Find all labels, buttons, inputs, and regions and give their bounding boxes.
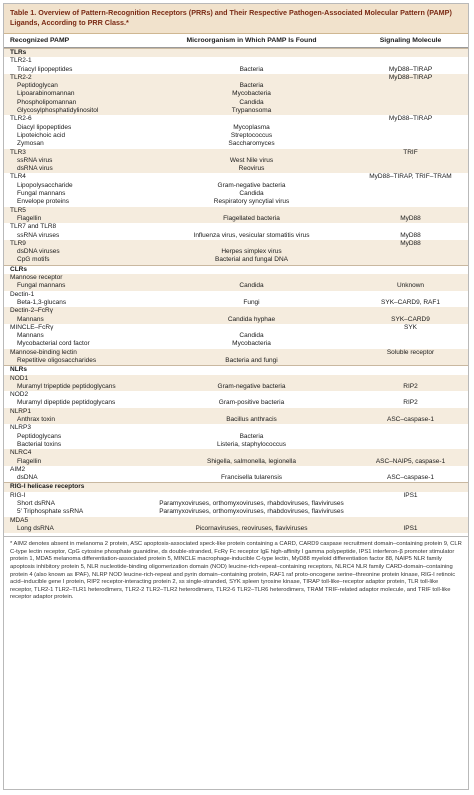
cell-signaling: MyD88–TIRAP xyxy=(388,65,433,73)
cell-signaling: SYK–CARD9 xyxy=(391,315,430,323)
cell-pamp: Peptidoglycan xyxy=(17,82,58,90)
table-title: Table 1. Overview of Pattern-Recognition Receptors (PRRs) and Their Respective Pathogen-Associated Molecular Pattern (PAMP) Ligands, According to PRR Class.* xyxy=(10,8,452,27)
cell-pamp: Beta-1,3-glucans xyxy=(17,298,67,306)
table-row xyxy=(4,48,468,57)
cell-signaling: Soluble receptor xyxy=(386,348,435,356)
cell-signaling: MyD88 xyxy=(400,214,421,222)
cell-microorganism: Mycoplasma xyxy=(233,123,270,131)
cell-microorganism: Shigella, salmonella, legionella xyxy=(207,457,296,465)
table-row xyxy=(4,517,468,525)
cell-microorganism: Candida xyxy=(239,98,264,106)
cell-pamp: Triacyl lipopeptides xyxy=(17,65,73,73)
cell-pamp: Muramyl tripeptide peptidoglycans xyxy=(17,382,116,390)
cell-pamp: ssRNA viruses xyxy=(17,231,60,239)
table-row xyxy=(4,291,468,299)
table-row xyxy=(4,416,468,424)
cell-microorganism: Candida xyxy=(239,332,264,340)
cell-pamp: Mannose-binding lectin xyxy=(10,348,77,356)
cell-pamp: dsDNA xyxy=(17,474,38,482)
cell-pamp: Short dsRNA xyxy=(17,500,55,508)
cell-microorganism: Candida hyphae xyxy=(227,315,276,323)
cell-pamp: Peptidoglycans xyxy=(17,432,62,440)
cell-microorganism: Influenza virus, vesicular stomatitis virus xyxy=(193,231,310,239)
table-row xyxy=(4,408,468,416)
cell-pamp: Bacterial toxins xyxy=(17,440,62,448)
table-row xyxy=(4,441,468,449)
table-row xyxy=(4,274,468,282)
cell-pamp: MINCLE–FcRγ xyxy=(10,323,54,331)
cell-microorganism: Francisella tularensis xyxy=(220,474,283,482)
cell-signaling: ASC–NAIP5, caspase-1 xyxy=(375,457,446,465)
cell-microorganism: Bacteria xyxy=(239,65,264,73)
table-row xyxy=(4,198,468,206)
cell-pamp: TLRs xyxy=(10,49,27,56)
cell-pamp: Lipopolysaccharide xyxy=(17,181,73,189)
header-microorganism: Microorganism in Which PAMP Is Found xyxy=(186,37,317,44)
table-row xyxy=(4,466,468,474)
cell-microorganism: Bacteria and fungi xyxy=(225,356,278,364)
cell-microorganism: Herpes simplex virus xyxy=(221,248,282,256)
cell-microorganism: Respiratory syncytial virus xyxy=(213,198,290,206)
cell-microorganism: Bacteria xyxy=(239,82,264,90)
cell-pamp: MDA5 xyxy=(10,516,29,524)
cell-signaling: Unknown xyxy=(396,282,425,290)
cell-microorganism: Gram-negative bacteria xyxy=(217,382,286,390)
cell-microorganism: Picornaviruses, reoviruses, flaviviruses xyxy=(195,524,308,532)
cell-pamp: Fungal mannans xyxy=(17,282,66,290)
cell-pamp: Fungal mannans xyxy=(17,190,66,198)
cell-microorganism: West Nile virus xyxy=(229,156,274,164)
table-row xyxy=(4,223,468,231)
table-body xyxy=(4,48,468,533)
table-row xyxy=(4,299,468,307)
table-row xyxy=(4,82,468,90)
cell-signaling: RIP2 xyxy=(403,399,418,407)
table-row xyxy=(4,57,468,65)
header-recognized-pamp: Recognized PAMP xyxy=(10,37,70,44)
cell-pamp: Diacyl lipopeptides xyxy=(17,123,72,131)
cell-pamp: ssRNA virus xyxy=(17,156,53,164)
cell-microorganism: Gram-negative bacteria xyxy=(217,181,286,189)
cell-pamp: Dectin-1 xyxy=(10,290,35,298)
cell-microorganism: Paramyxoviruses, orthomyxoviruses, rhabdoviruses, flaviviruses xyxy=(159,508,344,516)
cell-microorganism: Mycobacteria xyxy=(232,340,271,348)
table-row xyxy=(4,449,468,457)
cell-pamp: NLRP3 xyxy=(10,424,31,432)
cell-microorganism: Bacteria xyxy=(239,432,264,440)
cell-pamp: Envelope proteins xyxy=(17,198,70,206)
cell-microorganism: Mycobacteria xyxy=(232,90,271,98)
table-row xyxy=(4,332,468,340)
cell-microorganism: Fungi xyxy=(243,298,260,306)
cell-pamp: TLR9 xyxy=(10,239,26,247)
cell-pamp: NLRP1 xyxy=(10,407,31,415)
table-row xyxy=(4,365,468,374)
table-row xyxy=(4,124,468,132)
cell-pamp: NLRC4 xyxy=(10,449,32,457)
table-row xyxy=(4,357,468,365)
cell-pamp: Flagellin xyxy=(17,457,42,465)
cell-pamp: NLRs xyxy=(10,366,27,374)
table-row xyxy=(4,140,468,148)
cell-signaling: MyD88 xyxy=(400,239,421,247)
cell-signaling: IPS1 xyxy=(403,524,418,532)
cell-pamp: Phospholipomannan xyxy=(17,98,77,106)
cell-pamp: Muramyl dipeptide peptidoglycans xyxy=(17,399,116,407)
table-row xyxy=(4,349,468,357)
cell-pamp: RIG-I helicase receptors xyxy=(10,483,85,491)
cell-signaling: IPS1 xyxy=(403,491,418,499)
cell-signaling: MyD88–TIRAP xyxy=(388,73,433,81)
cell-signaling: RIP2 xyxy=(403,382,418,390)
cell-microorganism: Streptococcus xyxy=(230,131,273,139)
table-row xyxy=(4,316,468,324)
table-row xyxy=(4,74,468,82)
cell-microorganism: Listeria, staphylococcus xyxy=(216,440,286,448)
cell-signaling: ASC–caspase-1 xyxy=(387,474,434,482)
table-row xyxy=(4,107,468,115)
data-table xyxy=(4,34,468,533)
cell-microorganism: Reovirus xyxy=(238,165,265,173)
table-row xyxy=(4,399,468,407)
cell-pamp: Flagellin xyxy=(17,214,42,222)
table-row xyxy=(4,508,468,516)
table-frame xyxy=(3,3,469,790)
cell-signaling: MyD88 xyxy=(400,231,421,239)
cell-pamp: dsDNA viruses xyxy=(17,248,60,256)
table-row xyxy=(4,458,468,466)
table-row xyxy=(4,207,468,215)
cell-pamp: NOD2 xyxy=(10,391,29,399)
table-row xyxy=(4,391,468,399)
cell-pamp: 5′ Triphosphate ssRNA xyxy=(17,508,84,516)
cell-pamp: TLR4 xyxy=(10,173,26,181)
cell-pamp: Lipoteichoic acid xyxy=(17,131,66,139)
cell-pamp: Zymosan xyxy=(17,140,44,148)
cell-pamp: TLR2-1 xyxy=(10,57,32,65)
cell-microorganism: Saccharomyces xyxy=(228,140,275,148)
table-row xyxy=(4,149,468,157)
table-row xyxy=(4,232,468,240)
table-row xyxy=(4,307,468,315)
cell-pamp: Dectin-2–FcRγ xyxy=(10,307,53,315)
cell-pamp: NOD1 xyxy=(10,374,29,382)
cell-pamp: CpG motifs xyxy=(17,256,50,264)
cell-pamp: TLR2-6 xyxy=(10,115,32,123)
cell-signaling: SYK xyxy=(403,323,417,331)
table-header xyxy=(4,34,468,48)
table-row xyxy=(4,265,468,274)
table-row xyxy=(4,474,468,482)
cell-pamp: TLR5 xyxy=(10,206,26,214)
cell-microorganism: Gram-positive bacteria xyxy=(218,399,285,407)
cell-pamp: TLR7 and TLR8 xyxy=(10,223,57,231)
table-row xyxy=(4,90,468,98)
cell-microorganism: Paramyxoviruses, orthomyxoviruses, rhabdoviruses, flaviviruses xyxy=(159,500,344,508)
cell-pamp: TLR2-2 xyxy=(10,73,32,81)
cell-signaling: TRIF xyxy=(403,148,418,156)
cell-signaling: MyD88–TIRAP xyxy=(388,115,433,123)
cell-pamp: RIG-I xyxy=(10,491,26,499)
table-row xyxy=(4,132,468,140)
footnote: * AIM2 denotes absent in melanoma 2 protein, ASC apoptosis-associated speck-like protein containing a CARD, CARD9 caspase recruitment domain–containing protein 9, CLR C-type lectin receptor, CpG cytosine phosphate guanidine, ds double-stranded, FcRγ Fc receptor IgE high-affinity I gamma polypeptide, IPS1 interferon-β promoter stimulator protein 1, MDA5 melanoma differentiation-associated protein 5, MINCLE macrophage-inducible C-type lectin, MyD88 myeloid differentiation factor 88, NAIP5 NLR family apoptosis inhibitory protein 5, NLR nucleotide-binding oligomerization domain (NOD) leucine-rich-repeat–containing receptors, NLRC4 NLR family CARD-domain–containing protein 4 (also known as IPAF), NLRP NOD leucine-rich-repeat and pyrin domain–containing protein, RAF1 raf proto-oncogene serine–threonine protein kinase, RIG-I retinoic acid–inducible gene I protein, RIP2 receptor-interacting protein 2, ss single-stranded, SYK spleen tyrosine kinase, TIRAP toll-like–receptor adaptor protein, TLR toll-like receptor, TLR2-1 TLR2–TLR1 heterodimers, TLR2-2 TLR2–TLR2 heterodimers, TLR2-6 TLR2–TLR6 heterodimers, TRAM TRIF-related adaptor molecule, and TRIF toll-like receptor adaptor protein. xyxy=(4,536,468,602)
cell-microorganism: Trypanosoma xyxy=(231,107,272,115)
cell-signaling: ASC–caspase-1 xyxy=(387,416,434,424)
cell-microorganism: Bacillus anthracis xyxy=(226,416,277,424)
table-row xyxy=(4,433,468,441)
table-row xyxy=(4,324,468,332)
cell-pamp: Mannans xyxy=(17,315,44,323)
cell-microorganism: Candida xyxy=(239,190,264,198)
table-row xyxy=(4,282,468,290)
cell-microorganism: Candida xyxy=(239,282,264,290)
cell-pamp: AIM2 xyxy=(10,465,26,473)
table-row xyxy=(4,492,468,500)
cell-pamp: dsRNA virus xyxy=(17,165,53,173)
cell-microorganism: Bacterial and fungal DNA xyxy=(215,256,288,264)
cell-signaling: MyD88–TIRAP, TRIF–TRAM xyxy=(369,173,452,181)
table-row xyxy=(4,500,468,508)
cell-pamp: Anthrax toxin xyxy=(17,416,55,424)
table-row xyxy=(4,375,468,383)
cell-pamp: Repetitive oligosaccharides xyxy=(17,356,97,364)
cell-pamp: Long dsRNA xyxy=(17,524,54,532)
table-row xyxy=(4,340,468,348)
table-row xyxy=(4,165,468,173)
table-row xyxy=(4,424,468,432)
table-row xyxy=(4,157,468,165)
cell-pamp: Mannose receptor xyxy=(10,274,63,282)
table-row xyxy=(4,182,468,190)
table-row xyxy=(4,482,468,491)
cell-pamp: Glycosylphosphatidylinositol xyxy=(17,107,99,115)
cell-signaling: SYK–CARD9, RAF1 xyxy=(381,298,440,306)
table-row xyxy=(4,215,468,223)
cell-pamp: Lipoarabinomannan xyxy=(17,90,75,98)
table-row xyxy=(4,173,468,181)
cell-pamp: Mycobacterial cord factor xyxy=(17,340,90,348)
table-row xyxy=(4,240,468,248)
table-row xyxy=(4,525,468,533)
cell-pamp: CLRs xyxy=(10,265,27,273)
table-row xyxy=(4,256,468,264)
table-row xyxy=(4,66,468,74)
cell-pamp: Mannans xyxy=(17,332,44,340)
table-row xyxy=(4,248,468,256)
header-signaling-molecule: Signaling Molecule xyxy=(379,37,442,44)
table-row xyxy=(4,190,468,198)
title-box xyxy=(4,4,468,34)
table-row xyxy=(4,115,468,123)
table-row xyxy=(4,99,468,107)
cell-pamp: TLR3 xyxy=(10,148,26,156)
cell-microorganism: Flagellated bacteria xyxy=(223,214,280,222)
table-row xyxy=(4,383,468,391)
